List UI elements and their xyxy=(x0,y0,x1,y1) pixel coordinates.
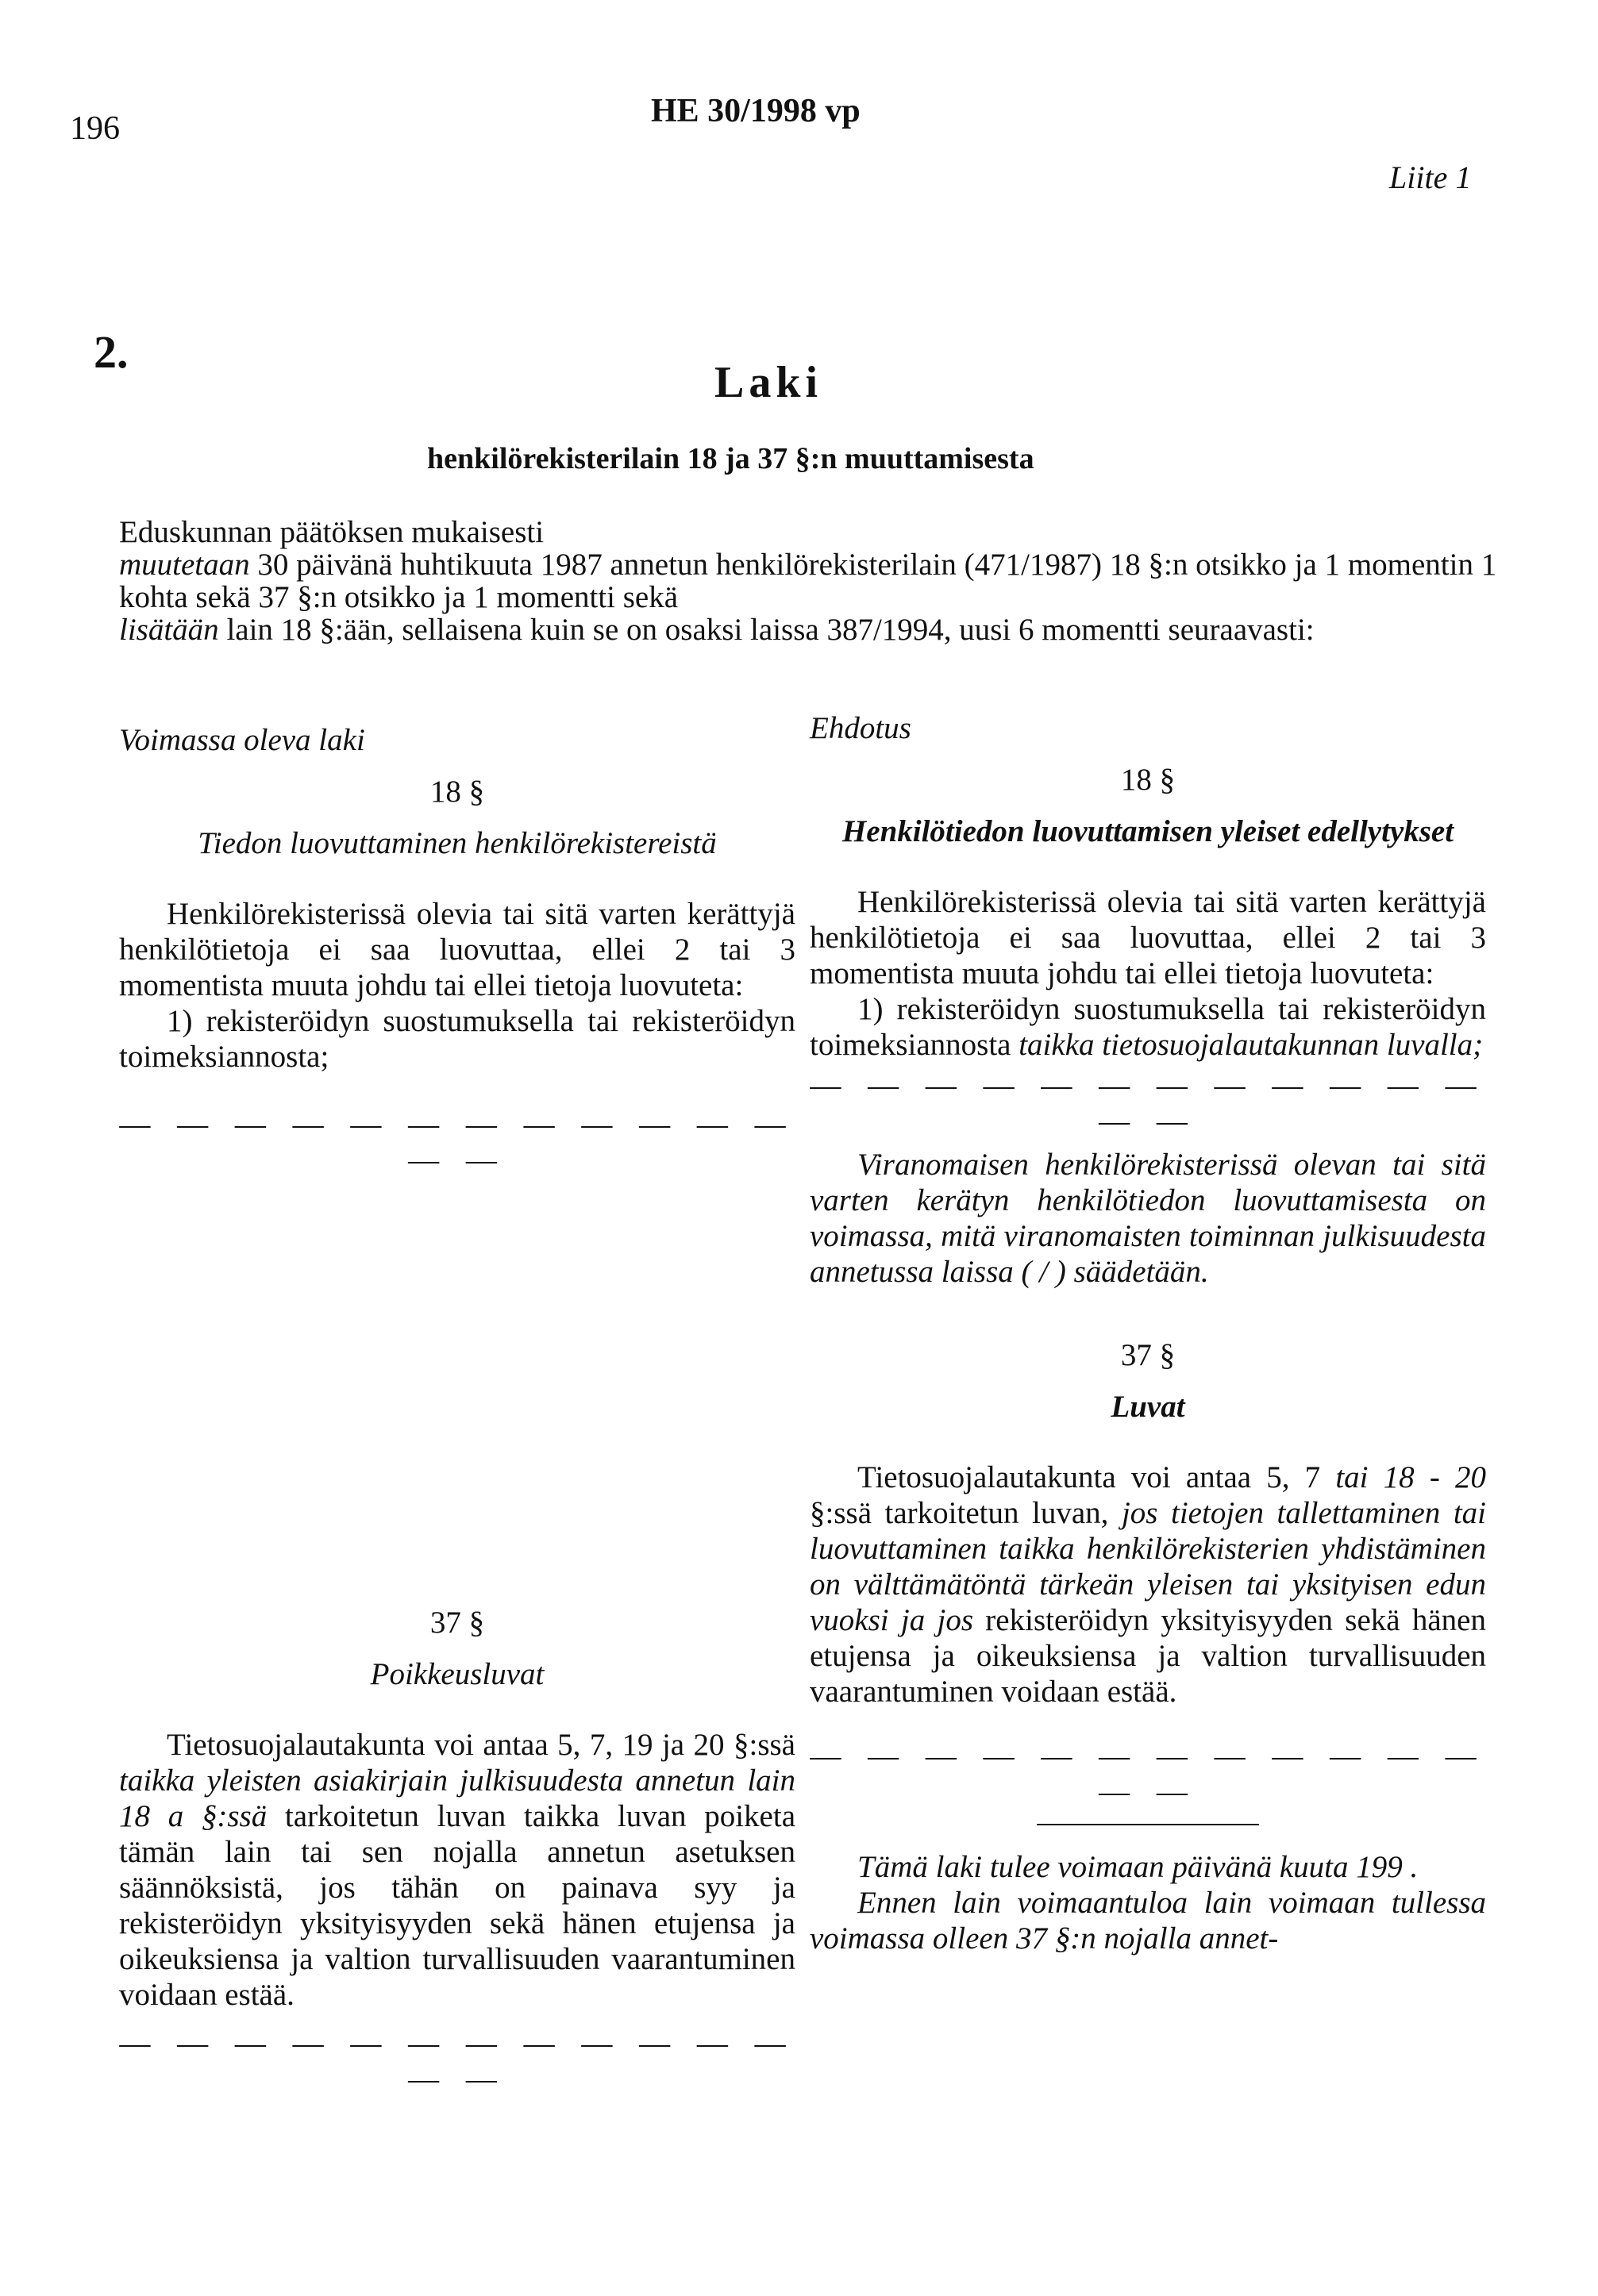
text-run: Tietosuojalautakunta voi antaa 5, 7, 19 ja 20 §:ssä xyxy=(167,1728,795,1762)
section-18-proposal-item-1 xyxy=(810,991,1486,1063)
section-number-18-proposal: 18 § xyxy=(1120,763,1176,797)
omission-dashes: — — — — — — — — — — — — — — xyxy=(810,1739,1486,1809)
document-reference: HE 30/1998 vp xyxy=(651,93,861,129)
section-heading-18-proposal: Henkilötiedon luovuttamisen yleiset edellytykset xyxy=(841,814,1454,848)
text-run-italic: tai 18 - 20 xyxy=(1335,1460,1486,1494)
column-heading-current: Voimassa oleva laki xyxy=(119,723,365,757)
section-number-37-current: 37 § xyxy=(429,1606,485,1640)
section-37-proposal-paragraph xyxy=(810,1460,1486,1710)
preamble-verb-amend: muutetaan xyxy=(119,548,250,582)
law-number: 2. xyxy=(94,326,129,378)
law-title: Laki xyxy=(714,358,823,407)
section-number-18-current: 18 § xyxy=(429,775,485,809)
appendix-label: Liite 1 xyxy=(1389,160,1472,195)
section-18-proposal-moment-6: Viranomaisen henkilörekisterissä olevan tai sitä varten kerätyn henkilötiedon luovuttamisesta on voimassa, mitä viranomaisten toiminnan julkisuudesta annetussa laissa ( / ) säädetään. xyxy=(810,1148,1486,1289)
preamble-verb-add: lisätään xyxy=(119,613,219,647)
section-37-current-paragraph xyxy=(119,1727,795,2013)
column-heading-proposal: Ehdotus xyxy=(810,711,911,745)
entry-into-force: Tämä laki tulee voimaan päivänä kuuta 199 . xyxy=(857,1850,1419,1884)
text-run-italic: jos tietojen tallettaminen tai luovuttaminen taikka henkilörekisterien yhdistäminen on välttämätöntä tärkeän yleisen tai yksityisen edun vuoksi ja jos xyxy=(810,1496,1486,1637)
horizontal-rule xyxy=(1037,1824,1259,1825)
text-run: §:ssä tarkoitetun luvan, xyxy=(810,1496,1122,1530)
law-subtitle: henkilörekisterilain 18 ja 37 §:n muuttamisesta xyxy=(427,442,1034,475)
column-current-law xyxy=(119,722,795,2119)
preamble-add-text: lain 18 §:ään, sellaisena kuin se on osaksi laissa 387/1994, uusi 6 momentti seuraavasti: xyxy=(218,613,1315,647)
preamble xyxy=(119,516,1516,646)
text-run: 1) rekisteröidyn suostumuksella tai rekisteröidyn toimeksiannosta xyxy=(810,992,1486,1062)
omission-dashes: — — — — — — — — — — — — — — xyxy=(119,1107,795,1177)
preamble-line-1: Eduskunnan päätöksen mukaisesti xyxy=(119,515,545,549)
text-run: rekisteröidyn yksityisyyden sekä hänen etujensa ja oikeuksiensa ja valtion turvallisuuden vaarantuminen voidaan estää. xyxy=(810,1603,1486,1709)
preamble-amend-text: 30 päivänä huhtikuuta 1987 annetun henkilörekisterilain (471/1987) 18 §:n otsikko ja 1 momentin 1 kohta sekä 37 §:n otsikko ja 1 momentti sekä xyxy=(119,548,1497,614)
section-heading-18-current: Tiedon luovuttaminen henkilörekistereistä xyxy=(198,826,717,860)
text-run-italic: taikka tietosuojalautakunnan luvalla; xyxy=(1018,1028,1484,1062)
section-18-proposal-paragraph: Henkilörekisterissä olevia tai sitä varten kerättyjä henkilötietoja ei saa luovuttaa, ellei 2 tai 3 momentista muuta johdu tai ellei tietoja luovuteta: xyxy=(810,885,1486,990)
section-heading-37-proposal: Luvat xyxy=(1111,1390,1185,1424)
text-run-italic: taikka yleisten asiakirjain julkisuudesta annetun lain 18 a §:ssä xyxy=(119,1763,795,1833)
transitional-provision: Ennen lain voimaantuloa lain voimaan tullessa voimassa olleen 37 §:n nojalla annet- xyxy=(810,1886,1486,1956)
omission-dashes: — — — — — — — — — — — — — — xyxy=(119,2026,795,2096)
section-heading-37-current: Poikkeusluvat xyxy=(370,1657,545,1691)
preamble-line-2 xyxy=(119,548,1516,613)
omission-dashes: — — — — — — — — — — — — — — xyxy=(810,1068,1486,1138)
page-number: 196 xyxy=(70,110,120,147)
preamble-line-3 xyxy=(119,613,1516,646)
section-18-current-paragraph: Henkilörekisterissä olevia tai sitä varten kerättyjä henkilötietoja ei saa luovuttaa, ellei 2 tai 3 momentista muuta johdu tai ellei tietoja luovuteta: xyxy=(119,897,795,1002)
column-proposal xyxy=(810,710,1486,1956)
section-number-37-proposal: 37 § xyxy=(1120,1338,1176,1372)
section-18-current-item-1: 1) rekisteröidyn suostumuksella tai rekisteröidyn toimeksiannosta; xyxy=(119,1004,795,1074)
text-run: tarkoitetun luvan taikka luvan poiketa tämän lain tai sen nojalla annetun asetuksen säännöksistä, jos tähän on painava syy ja rekisteröidyn yksityisyyden sekä hänen etujensa ja oikeuksiensa ja valtion turvallisuuden vaarantuminen voidaan estää. xyxy=(119,1799,796,2012)
text-run: Tietosuojalautakunta voi antaa 5, 7 xyxy=(857,1460,1336,1494)
